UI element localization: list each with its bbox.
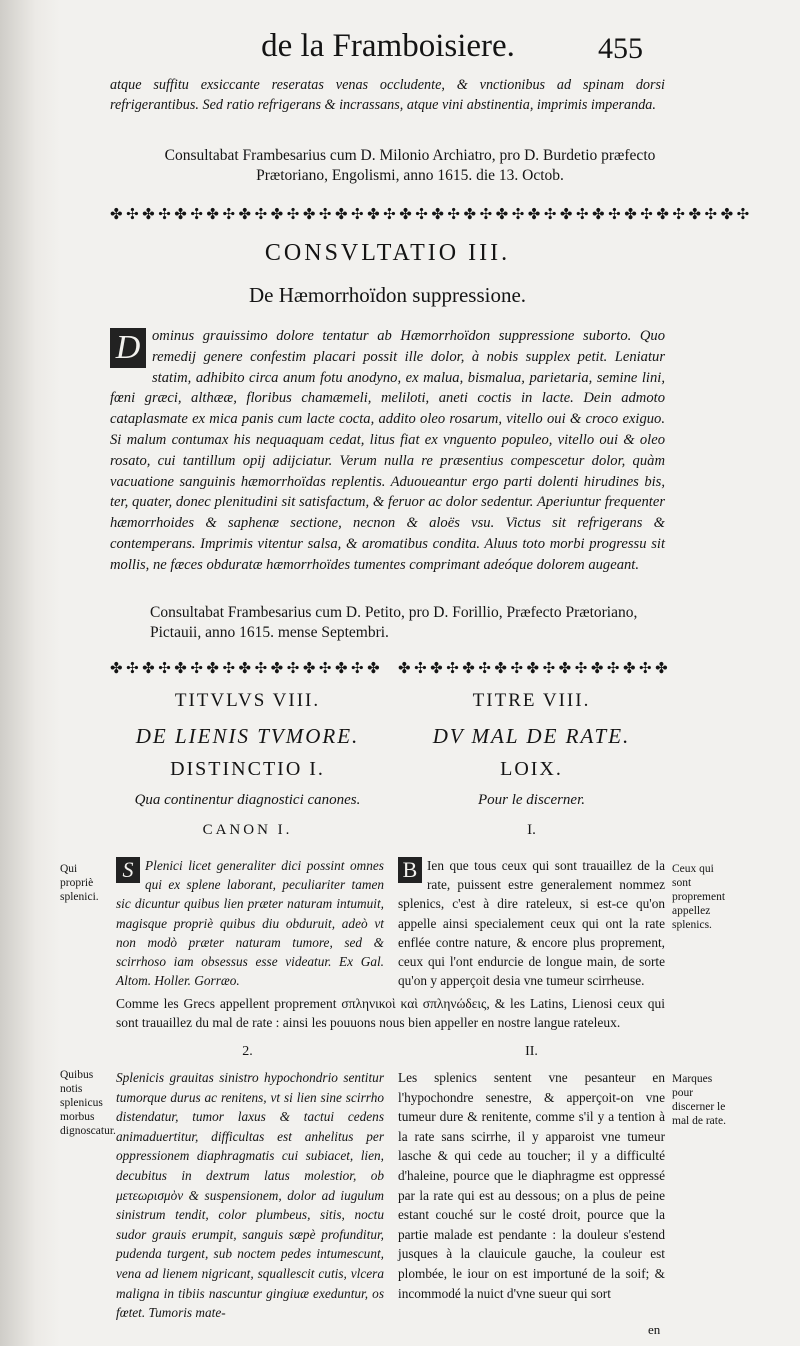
ornament-band-right: ✤✣✤✣✤✣✤✣✤✣✤✣✤✣✤✣✤ xyxy=(398,661,672,677)
distinctio-heading: DISTINCTIO I. xyxy=(170,758,325,780)
consultation-note-3: Consultabat Frambesarius cum D. Petito, pro D. Forillio, Præfecto Prætoriano, Pictauii, anno 1615. mense Septembri. xyxy=(150,604,638,641)
page-number: 455 xyxy=(598,32,643,65)
french-section-title: DV MAL DE RATE. xyxy=(432,724,631,748)
full-width-paragraph: Comme les Grecs appellent proprement σπληνικοὶ καὶ σπληνώδεις, & les Latins, Lienosi ceux qui sont trauaillez du mal de rate : ainsi les pouuons nous bien appeller en nostre langue rateleux. xyxy=(116,996,665,1030)
french-paragraph-1-text: Ien que tous ceux qui sont trauaillez de la rate, puissent estre generalement nommez splenics, c'est à dire rateleux, si est-ce qu'on appelle ainsi specialement ceux qui ont la rate enflée contre nature, & encore plus proprement, ceux qui l'ont endurcie de longue main, de sorte qu'on y apperçoit desia vne tumeur scirrheuse. xyxy=(398,858,665,989)
ornament-band-left: ✤✣✤✣✤✣✤✣✤✣✤✣✤✣✤✣✤ xyxy=(110,661,384,677)
latin-section-title: DE LIENIS TVMORE. xyxy=(135,724,360,748)
titulus-heading: TITVLVS VIII. xyxy=(174,690,321,711)
ornament-band-1: ✤✣✤✣✤✣✤✣✤✣✤✣✤✣✤✣✤✣✤✣✤✣✤✣✤✣✤✣✤✣✤✣✤✣✤✣✤✣✤✣ xyxy=(110,207,753,223)
french-paragraph-1 xyxy=(398,856,665,990)
french-intro: Pour le discerner. xyxy=(477,792,586,808)
consultation-heading: CONSVLTATIO III. xyxy=(264,240,511,266)
canon-number-2: 2. xyxy=(242,1044,253,1059)
canon-heading: CANON I. xyxy=(202,822,293,838)
latin-canon-2: Splenicis grauitas sinistro hypochondrio sentitur tumorque durus ac renitens, vt si lien sine scirrho distendatur, tumor laxus & tactui cedens animaduertitur, difficultas est anhelitus per oppressionem diaphragmatis cui subiacet, lien, decubitus in dextrum latus molestior, ob μετεωρισμὸν & suspensionem, dolor ad iugulum sinistrum tendit, color plumbeus, sitis, noctu sudor grauis erumpit, sanguis sæpè profunditur, pudenda turgent, sub noctem pedes intumescunt, vena ad lienem nigricant, squallescit cutis, vlcera maligna in tibiis nascuntur gingiuæ exeduntur, os fœtet. Tumoris mate- xyxy=(116,1070,384,1321)
titre-heading: TITRE VIII. xyxy=(472,690,591,711)
french-paragraph-2: Les splenics sentent vne pesanteur en l'hypochondre senestre, & apperçoit-on vne tumeur dure & renitente, comme s'il y a tention à la rate sans scirrhe, il y apparoist vne tumeur lasche & qui cede au toucher; il y a difficulté d'haleine, pource que le diaphragme est oppressé par la rate qui est au dessous; on a plus de peine estant couché sur le costé droit, pource que la partie malade est pendante : la douleur s'estend jusques à la clauicule gauche, la couleur est plombée, le iour on est importuné de la soif; & incommodé la nuict d'vne sueur qui sort xyxy=(398,1070,665,1301)
latin-canon-1 xyxy=(116,856,384,990)
top-paragraph: atque suffitu exsiccante reseratas venas occludente, & vnctionibus ad spinam dorsi refrigerantibus. Sed ratio refrigerans & incrassans, atque vini abstinentia, imprimis imperanda. xyxy=(110,77,665,113)
drop-cap-D: D xyxy=(110,328,146,368)
margin-note-left-2: Quibus notis splenicus morbus dignoscatur. xyxy=(60,1069,116,1137)
paragraph-number-1: I. xyxy=(527,822,536,838)
loix-heading: LOIX. xyxy=(500,758,563,780)
margin-note-right-1: Ceux qui sont proprement appellez splenics. xyxy=(672,863,726,931)
consultation-body-text: ominus grauissimo dolore tentatur ab Hæmorrhoïdon suppressione suborto. Quo remedij genere confestim placari possit ille dolor, à nobis supplex petit. Leniatur statim, adhibito circa anum fotu anodyno, ex malua, bismalua, parietaria, semine lini, fœni græci, althææ, floribus chamæmeli, meliloti, aneti coctis in lacte. Dein admoto cataplasmate ex mica panis cum lacte cocta, addito oleo rosarum, vitello oui & croco exiguo. Si malum contumax his nequaquam cedat, litus fiat ex vnguento populeo, vitello oui & oleo rosato, cui tantillum opij adijciatur. Verum nulla re præsentius compescetur dolor, quàm vacuatione sanguinis hæmorrhoïdas replentis. Aduoueantur ergo parti dolenti hirudines bis, ter, quater, donec plenitudini sit satisfactum, & feruor ac dolor sedentur. Aperiuntur frequenter hæmorrhoides & saphenæ sectione, necnon & aloës vsu. Victus sit refrigerans & contemperans. Imprimis vitentur salsa, & aromatibus condita. Aluus toto morbi progressu sit mollis, ne fæces obduratæ hæmorrhoïdes tumentes comprimant adeóque dolorem augeant. xyxy=(110,328,665,573)
consultation-note-2: Consultabat Frambesarius cum D. Milonio Archiatro, pro D. Burdetio præfecto Prætoriano, Engolismi, anno 1615. die 13. Octob. xyxy=(164,147,656,184)
binding-gutter-shadow xyxy=(0,0,60,1346)
consultation-subheading: De Hæmorrhoïdon suppressione. xyxy=(248,283,527,307)
margin-note-left-1: Qui propriè splenici. xyxy=(60,863,99,903)
drop-cap-B: B xyxy=(398,857,422,883)
latin-intro: Qua continentur diagnostici canones. xyxy=(134,792,361,808)
running-head-title: de la Framboisiere. xyxy=(261,28,515,64)
catchword: en xyxy=(648,1322,661,1337)
margin-note-right-2: Marques pour discerner le mal de rate. xyxy=(672,1073,726,1127)
paragraph-number-2: II. xyxy=(525,1044,538,1059)
drop-cap-S: S xyxy=(116,857,140,883)
latin-canon-1-text: Plenici licet generaliter dici possint omnes qui ex splene laborant, peculiariter tamen sic dicuntur quibus lien præter naturam intumuit, magisque propriè quibus diu obduruit, adeò vt non modò præter naturam tumore, sed & scirrhoso iam obsessus esse videatur. Ex Gal. Altom. Holler. Gorræo. xyxy=(116,858,384,989)
consultation-body xyxy=(110,326,665,576)
